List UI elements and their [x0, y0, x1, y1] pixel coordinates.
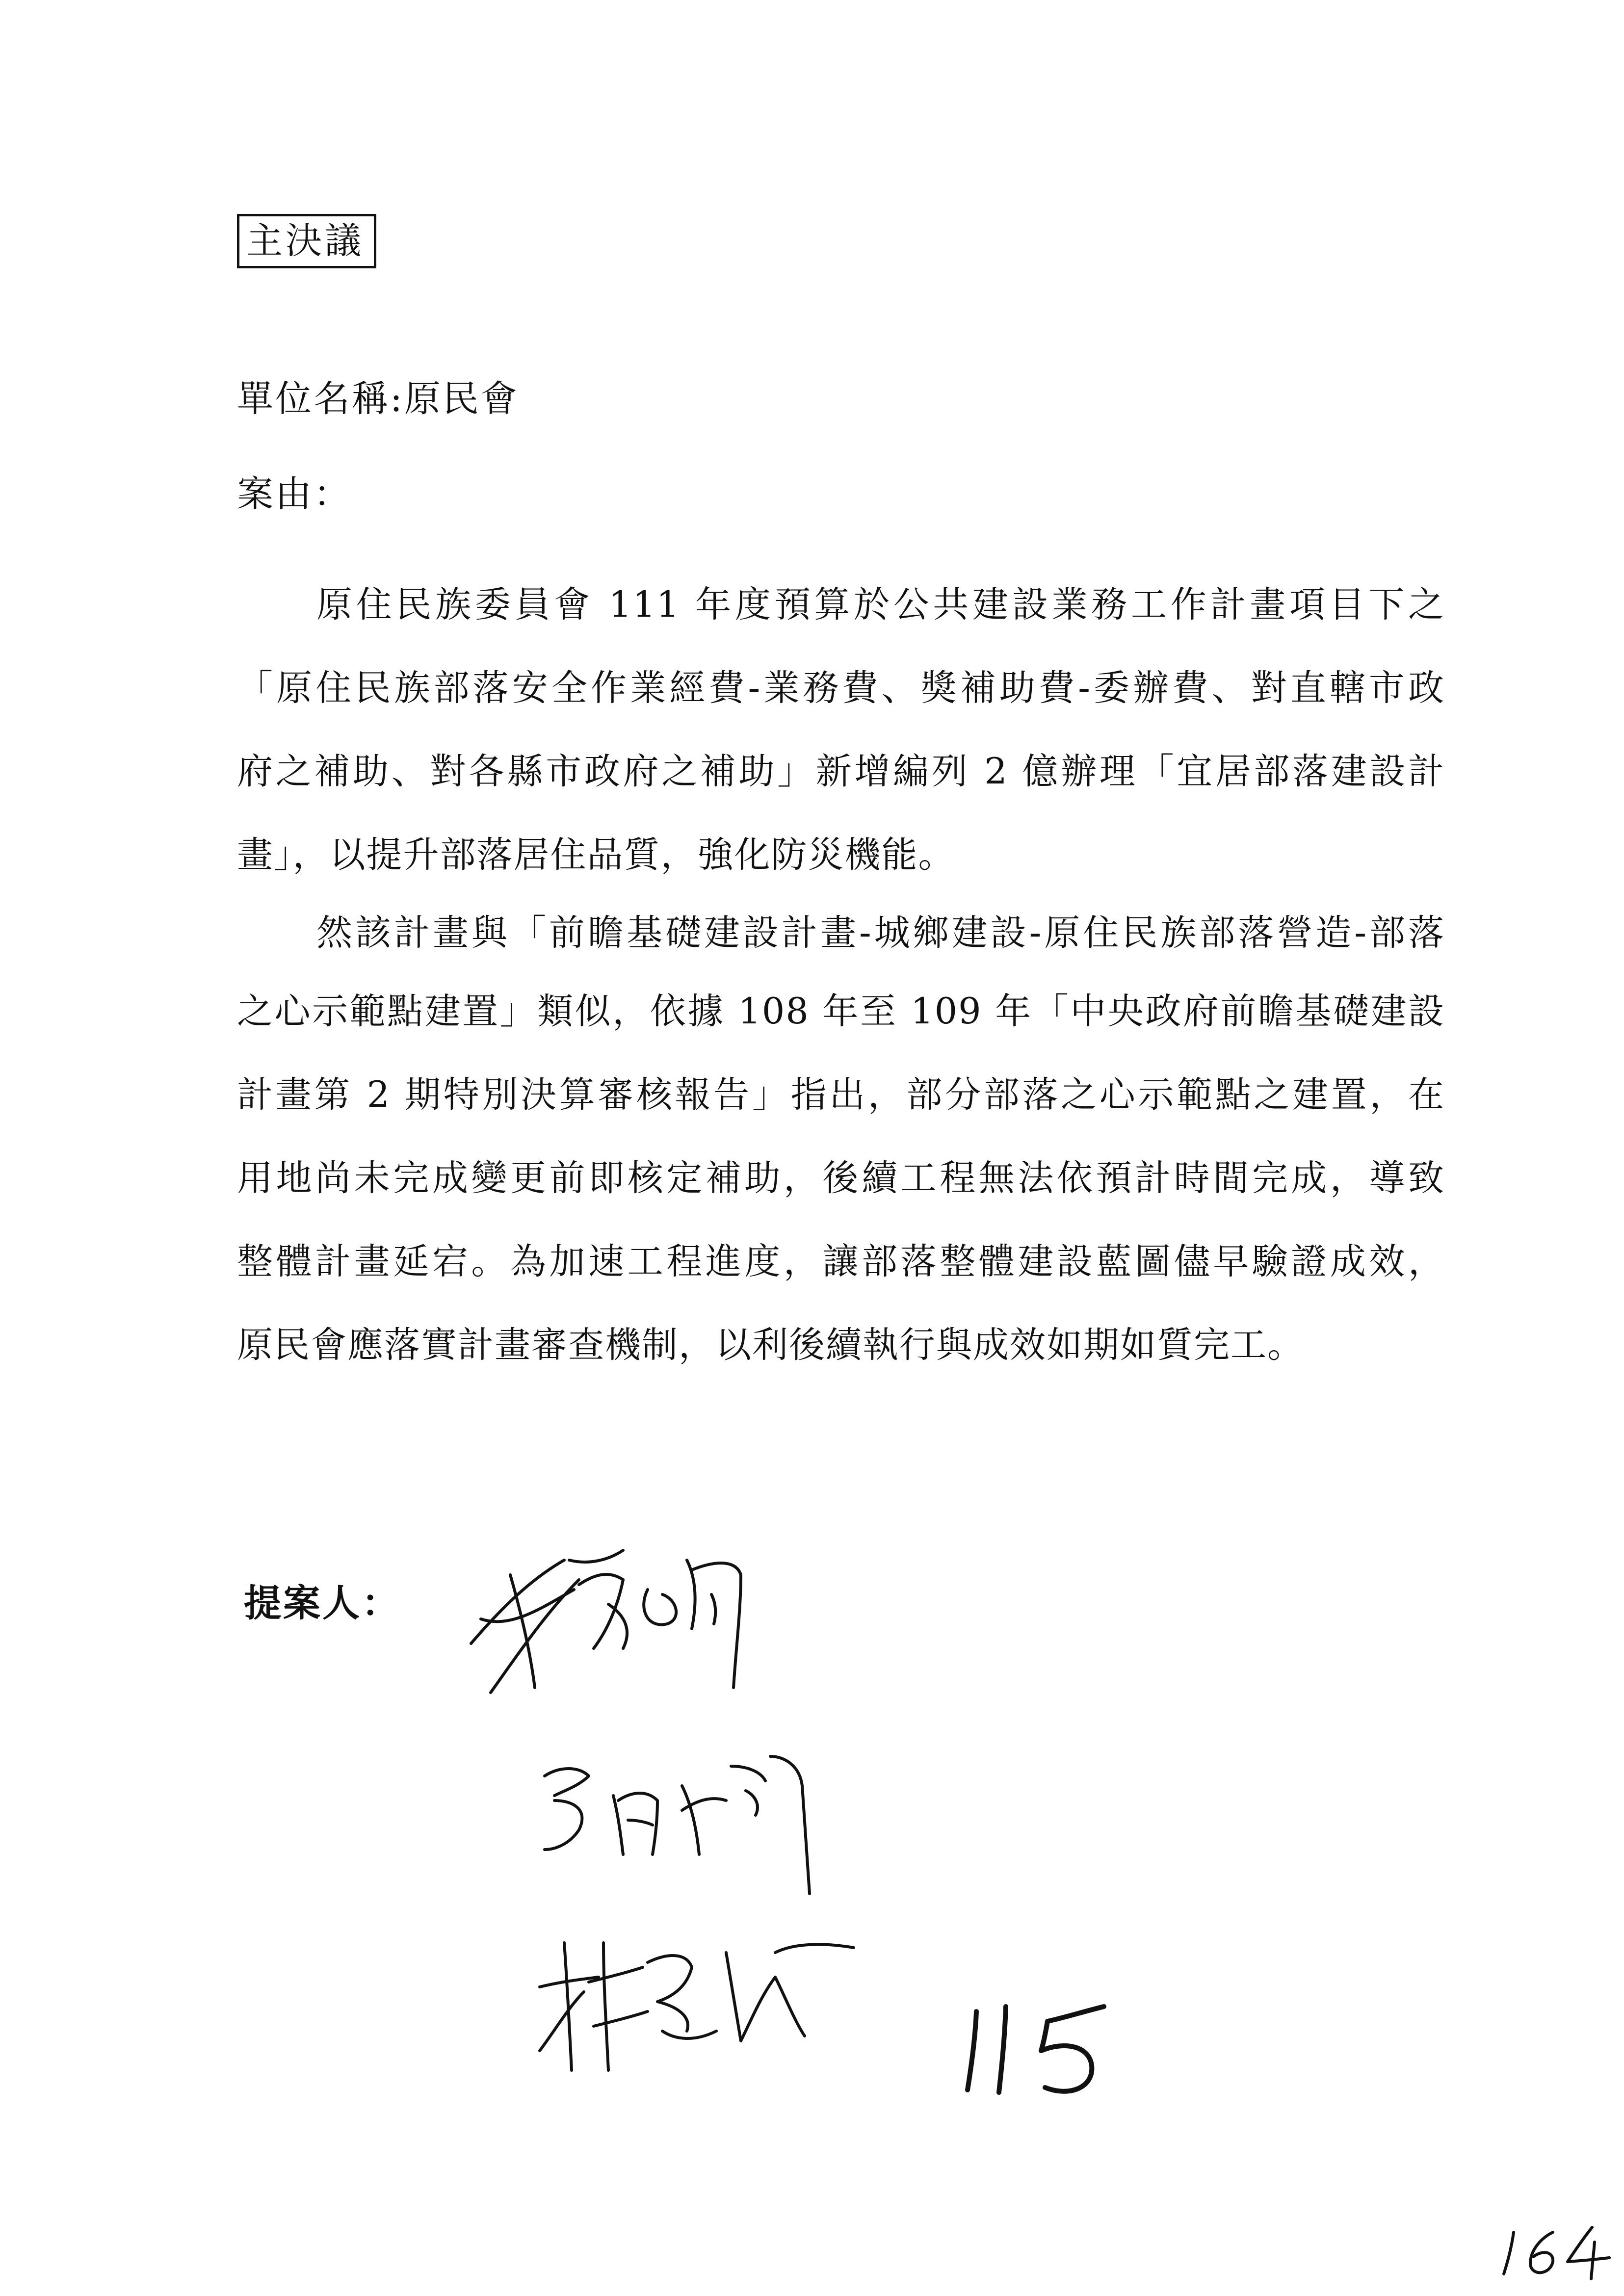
boxed-title: 主決議	[237, 214, 376, 268]
signature-3	[530, 1923, 864, 2090]
paragraph-line: 計畫第 2 期特別決算審核報告」指出，部分部落之心示範點之建置，在	[237, 1074, 1445, 1116]
reason-label: 案由：	[237, 473, 352, 515]
paragraph-line: 然該計畫與「前瞻基礎建設計畫-城鄉建設-原住民族部落營造-部落	[316, 912, 1445, 954]
paragraph-line: 原民會應落實計畫審查機制，以利後續執行與成效如期如質完工。	[237, 1324, 1304, 1366]
paragraph-line: 原住民族委員會 111 年度預算於公共建設業務工作計畫項目下之	[316, 584, 1445, 626]
signature-1	[461, 1531, 775, 1727]
handwritten-page-number	[1499, 2218, 1617, 2281]
paragraph-line: 府之補助、對各縣市政府之補助」新增編列 2 億辦理「宜居部落建設計	[237, 751, 1445, 792]
signature-2	[535, 1737, 829, 1904]
paragraph-line: 之心示範點建置」類似，依據 108 年至 109 年「中央政府前瞻基礎建設	[237, 991, 1445, 1032]
unit-name: 單位名稱:原民會	[237, 378, 519, 420]
paragraph-line: 整體計畫延宕。為加速工程進度，讓部落整體建設藍圖儘早驗證成效，	[237, 1241, 1445, 1282]
handwritten-serial-number	[957, 1992, 1133, 2100]
proposer-label: 提案人：	[244, 1581, 401, 1625]
paragraph-line: 畫」，以提升部落居住品質，強化防災機能。	[237, 834, 955, 876]
paragraph-line: 「原住民族部落安全作業經費-業務費、獎補助費-委辦費、對直轄市政	[237, 667, 1445, 709]
paragraph-line: 用地尚未完成變更前即核定補助，後續工程無法依預計時間完成，導致	[237, 1157, 1445, 1199]
